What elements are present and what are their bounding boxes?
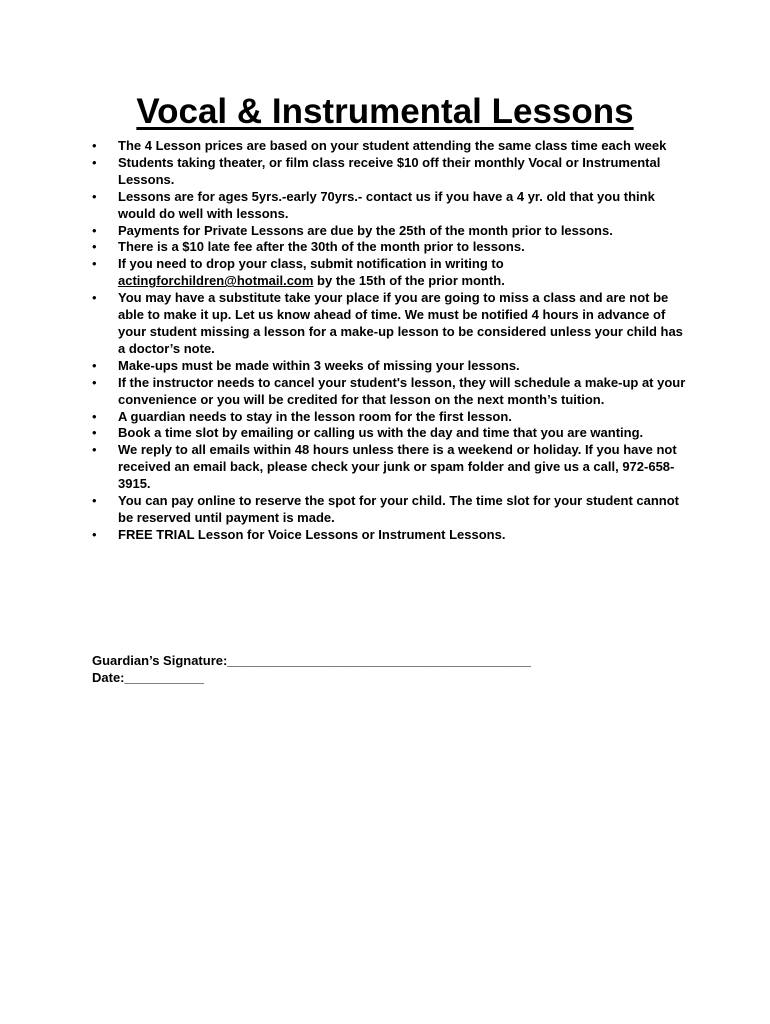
date-line[interactable]: Date:___________ — [92, 670, 205, 685]
bullet-icon: • — [92, 442, 97, 458]
rule-text: Payments for Private Lessons are due by the 25th of the month prior to lessons. — [118, 222, 613, 238]
bullet-icon: • — [92, 526, 97, 542]
rule-item — [92, 442, 692, 493]
rule-text: You may have a substitute take your place if you are going to miss a class and are not be able to make it up. Let us know ahead of time. We must be notified 4 hours in advance of your student missing a lesson for a make-up lesson to be considered unless your child has a doctor’s note. — [118, 290, 683, 356]
bullet-icon: • — [92, 188, 97, 204]
signature-block — [92, 652, 531, 686]
rule-text: You can pay online to reserve the spot for your child. The time slot for your student cannot be reserved until payment is made. — [118, 493, 679, 525]
rule-text: A guardian needs to stay in the lesson room for the first lesson. — [118, 408, 512, 424]
rule-item — [92, 239, 692, 256]
rule-text: If you need to drop your class, submit notification in writing to — [118, 256, 504, 272]
rule-text: FREE TRIAL Lesson for Voice Lessons or Instrument Lessons. — [118, 526, 506, 542]
rule-text: There is a $10 late fee after the 30th of the month prior to lessons. — [118, 239, 525, 255]
rule-text: The 4 Lesson prices are based on your student attending the same class time each week — [118, 138, 667, 153]
guardian-signature-line[interactable]: Guardian’s Signature:__________________________________________ — [92, 653, 531, 668]
bullet-icon: • — [92, 256, 97, 272]
rule-item — [92, 527, 692, 544]
bullet-icon: • — [92, 138, 97, 153]
rule-item — [92, 155, 692, 189]
rule-item — [92, 223, 692, 240]
rule-item — [92, 493, 692, 527]
rule-item — [92, 425, 692, 442]
rule-item — [92, 375, 692, 409]
bullet-icon: • — [92, 425, 97, 441]
bullet-icon: • — [92, 290, 97, 306]
rule-item — [92, 409, 692, 426]
bullet-icon: • — [92, 374, 97, 390]
email-link[interactable]: actingforchildren@hotmail.com — [118, 273, 314, 289]
rule-text: by the 15th of the prior month. — [313, 273, 505, 289]
bullet-icon: • — [92, 239, 97, 255]
bullet-icon: • — [92, 154, 97, 170]
rules-list — [92, 138, 692, 544]
rule-text: Make-ups must be made within 3 weeks of missing your lessons. — [118, 357, 520, 373]
rule-text: Lessons are for ages 5yrs.-early 70yrs.- contact us if you have a 4 yr. old that you think would do well with lessons. — [118, 188, 655, 221]
bullet-icon: • — [92, 357, 97, 373]
rule-item — [92, 189, 692, 223]
bullet-icon: • — [92, 222, 97, 238]
rule-text: Students taking theater, or film class receive $10 off their monthly Vocal or Instrumental Lessons. — [118, 154, 661, 187]
rule-item — [92, 138, 692, 155]
bullet-icon: • — [92, 408, 97, 424]
rule-item — [92, 256, 692, 290]
rule-text: If the instructor needs to cancel your student's lesson, they will schedule a make-up at your convenience or you will be credited for that lesson on the next month’s tuition. — [118, 374, 686, 407]
rule-item — [92, 290, 692, 358]
rule-text: Book a time slot by emailing or calling us with the day and time that you are wanting. — [118, 425, 644, 441]
rule-text: We reply to all emails within 48 hours unless there is a weekend or holiday. If you have not received an email back, please check your junk or spam folder and give us a call, 972-658-3915. — [118, 442, 677, 492]
rule-item — [92, 358, 692, 375]
bullet-icon: • — [92, 493, 97, 509]
document-title: Vocal & Instrumental Lessons — [136, 92, 634, 131]
